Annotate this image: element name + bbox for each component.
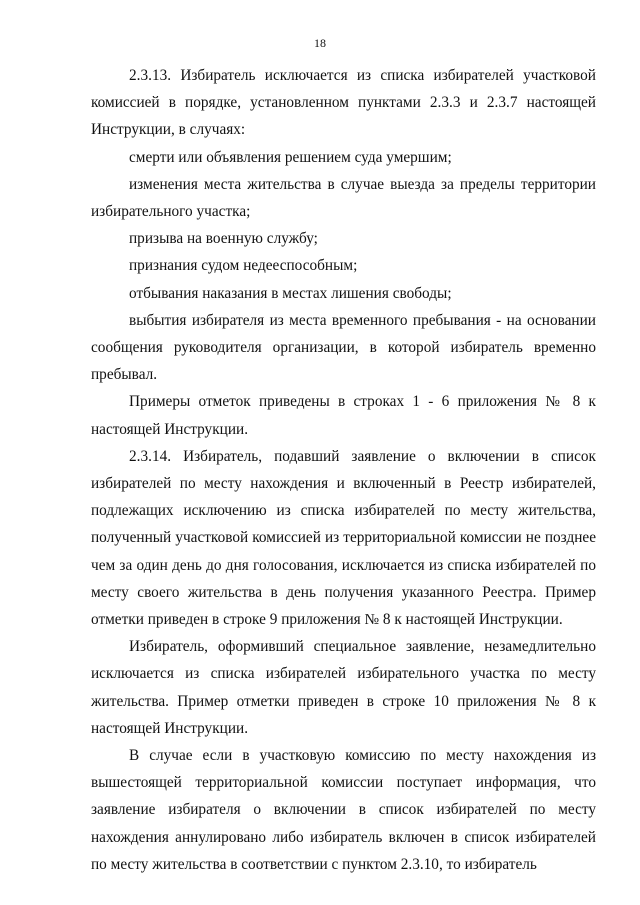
paragraph-special-statement: Избиратель, оформивший специальное заявление, незамедлительно исключается из списка избирателей избирательного участка по месту жительства. Пример отметки приведен в строке 10 приложения № 8 к настоящей Инструкции. (91, 638, 596, 737)
list-item: выбытия избирателя из места временного пребывания - на основании сообщения руководителя организации, в которой избиратель временно пребывал. (91, 311, 596, 384)
paragraph-examples: Примеры отметок приведены в строках 1 - 6 приложения № 8 к настоящей Инструкции. (91, 393, 596, 438)
paragraph-2-3-13: 2.3.13. Избиратель исключается из списка избирателей участковой комиссией в порядке, установленном пунктами 2.3.3 и 2.3.7 настоящей Инструкции, в случаях: (91, 67, 596, 139)
list-item: отбывания наказания в местах лишения свободы; (129, 284, 452, 302)
list-item: изменения места жительства в случае выезда за пределы территории избирательного участка; (91, 175, 596, 221)
document-body (91, 62, 596, 878)
page-number: 18 (314, 36, 326, 50)
list-item: признания судом недееспособным; (129, 257, 358, 275)
list-item: смерти или объявления решением суда умершим; (129, 148, 452, 166)
list-item: призыва на военную службу; (129, 230, 318, 248)
paragraph-annulled-statement: В случае если в участковую комиссию по месту нахождения из вышестоящей территориальной комиссии поступает информация, что заявление избирателя о включении в список избирателей по месту нахождения аннулировано либо избиратель включен в список избирателей по месту жительства в соответствии с пунктом 2.3.10, то избиратель (91, 747, 596, 873)
paragraph-2-3-14: 2.3.14. Избиратель, подавший заявление о включении в список избирателей по месту нахождения и включенный в Реестр избирателей, подлежащих исключению из списка избирателей по месту жительства, полученный участковой комиссией из территориальной комиссии не позднее чем за один день до дня голосования, исключается из списка избирателей по месту своего жительства в день получения указанного Реестра. Пример отметки приведен в строке 9 приложения № 8 к настоящей Инструкции. (91, 447, 596, 629)
